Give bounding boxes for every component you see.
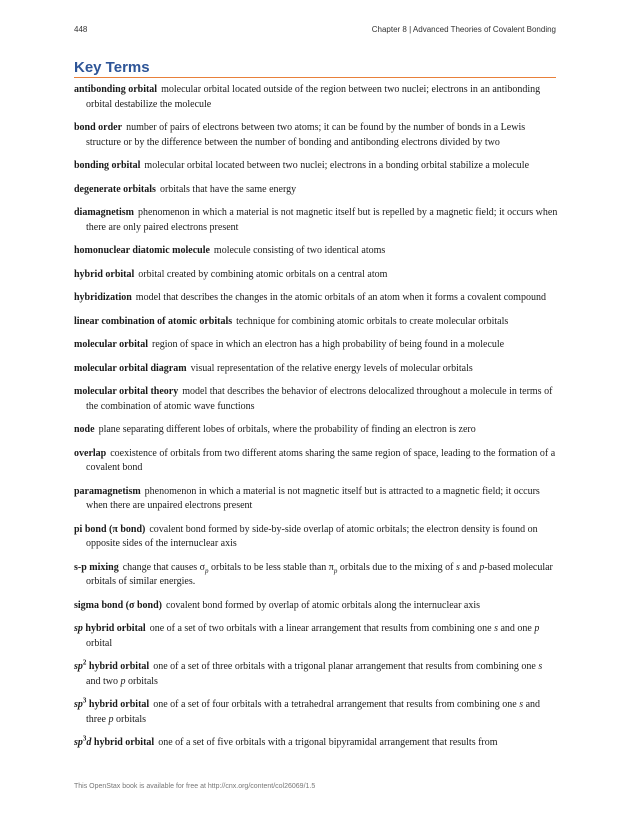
glossary-entry	[74, 385, 558, 414]
term-word	[74, 696, 150, 710]
term-definition: number of pairs of electrons between two atoms; it can be found by the number of bonds in a Lewis structure or by the difference between the number of bonding and antibonding electrons divided by two	[86, 122, 526, 148]
term-definition: coexistence of orbitals from two different atoms sharing the same region of space, leading to the formation of a covalent bond	[86, 447, 556, 473]
term-definition: molecular orbital located outside of the region between two nuclei; electrons in an antibonding orbital destabilize the molecule	[86, 84, 541, 110]
orbital-symbol-d: d	[86, 737, 92, 748]
glossary-entry-s-p-mixing	[74, 561, 558, 590]
def-part: and one	[497, 623, 535, 634]
orbital-symbol: sp	[74, 737, 83, 748]
term-word: paramagnetism	[74, 485, 141, 497]
def-part: orbital	[86, 637, 113, 649]
glossary-entries	[74, 83, 558, 552]
italic-s: s	[538, 661, 543, 672]
def-part: orbitals due to the mixing of	[337, 561, 456, 573]
term-definition	[86, 623, 539, 649]
superscript: 3	[82, 734, 87, 743]
term-word: degenerate orbitals	[74, 183, 156, 195]
term-word: hybrid orbital	[74, 268, 135, 280]
term-definition: phenomenon in which a material is not magnetic itself but is attracted to a magnetic field; it occurs when there are unpaired electrons present	[86, 485, 540, 511]
term-definition: covalent bond formed by overlap of atomic orbitals along the internuclear axis	[165, 599, 481, 611]
term-definition	[86, 699, 540, 725]
superscript: 3	[82, 696, 87, 705]
glossary-entry	[74, 423, 558, 438]
glossary-entry	[74, 159, 558, 174]
glossary-entry	[74, 485, 558, 514]
term-word: s-p mixing	[74, 561, 119, 573]
glossary-entry	[74, 291, 558, 306]
term-definition: phenomenon in which a material is not magnetic itself but is repelled by a magnetic field; it occurs when there are only paired electrons present	[86, 207, 558, 233]
term-definition	[86, 562, 553, 588]
glossary-entry	[74, 362, 558, 377]
orbital-symbol: sp	[74, 661, 83, 672]
term-definition: model that describes the changes in the atomic orbitals of an atom when it forms a covalent compound	[135, 292, 546, 303]
italic-p: p	[534, 623, 540, 634]
glossary-entry-sp-hybrid-orbital	[74, 622, 558, 651]
glossary-entry	[74, 268, 558, 283]
term-definition: covalent bond formed by side-by-side overlap of atomic orbitals; the electron density is found on opposite sides of the internuclear axis	[86, 523, 538, 549]
glossary-entry	[74, 523, 558, 552]
section-title: Key Terms	[74, 59, 556, 78]
term-definition: model that describes the behavior of electrons delocalized throughout a molecule in terms of the combination of atomic wave functions	[86, 386, 553, 412]
term-definition: orbital created by combining atomic orbitals on a central atom	[138, 268, 388, 280]
term-suffix: hybrid orbital	[86, 699, 150, 710]
term-word	[74, 658, 150, 672]
term-word: overlap	[74, 447, 107, 459]
def-part: orbitals to be less stable than π	[208, 561, 334, 573]
page-number: 448	[74, 25, 88, 34]
italic-s: s	[494, 623, 498, 634]
glossary-entry	[74, 121, 558, 150]
term-word: linear combination of atomic orbitals	[74, 315, 233, 327]
term-word: hybridization	[74, 292, 132, 303]
term-definition: molecular orbital located between two nuclei; electrons in a bonding orbital stabilize a molecule	[144, 160, 530, 171]
def-part: -based molecular orbitals of similar energies.	[86, 561, 553, 587]
key-terms-list	[74, 83, 558, 760]
term-word: molecular orbital theory	[74, 386, 179, 397]
glossary-entry-sp3-hybrid-orbital	[74, 698, 558, 727]
def-part: and two	[86, 675, 121, 687]
term-definition: orbitals that have the same energy	[159, 183, 297, 195]
term-word: antibonding orbital	[74, 84, 158, 95]
term-suffix: hybrid orbital	[82, 623, 146, 634]
glossary-entry	[74, 183, 558, 198]
def-part: orbitals	[125, 675, 158, 687]
italic-s: s	[455, 561, 460, 573]
chapter-header: Chapter 8 | Advanced Theories of Covalent Bonding	[371, 25, 556, 34]
term-word: bonding orbital	[74, 160, 141, 171]
term-definition	[86, 661, 542, 687]
orbital-symbol: sp	[74, 623, 83, 634]
def-part: one of a set of four orbitals with a tetrahedral arrangement that results from combining one	[153, 699, 520, 710]
term-definition: one of a set of five orbitals with a trigonal bipyramidal arrangement that results from	[158, 737, 498, 748]
term-definition: technique for combining atomic orbitals to create molecular orbitals	[236, 315, 509, 327]
term-suffix: hybrid orbital	[91, 737, 155, 748]
glossary-entry-sigma-bond	[74, 599, 558, 614]
term-word: sigma bond (σ bond)	[74, 599, 162, 611]
term-definition: molecule consisting of two identical atoms	[213, 245, 386, 256]
glossary-entry	[74, 83, 558, 112]
glossary-entry	[74, 447, 558, 476]
glossary-entry	[74, 206, 558, 235]
term-word: homonuclear diatomic molecule	[74, 245, 210, 256]
term-word: pi bond (π bond)	[74, 523, 146, 535]
glossary-entry	[74, 315, 558, 330]
term-word: diamagnetism	[74, 207, 134, 218]
italic-s: s	[519, 699, 524, 710]
orbital-symbol: sp	[74, 699, 83, 710]
term-word: molecular orbital diagram	[74, 362, 187, 374]
term-definition: visual representation of the relative energy levels of molecular orbitals	[190, 362, 473, 374]
term-word	[74, 623, 146, 634]
def-part: change that causes σ	[122, 561, 206, 573]
glossary-entry	[74, 338, 558, 353]
superscript: 2	[82, 658, 87, 667]
glossary-entry	[74, 244, 558, 259]
glossary-entry-sp2-hybrid-orbital	[74, 660, 558, 689]
term-suffix: hybrid orbital	[86, 661, 150, 672]
subscript: p	[333, 566, 338, 575]
footer-note: This OpenStax book is available for free at http://cnx.org/content/col26069/1.5	[74, 783, 316, 790]
italic-p: p	[120, 675, 126, 687]
def-part: orbitals	[113, 713, 146, 725]
def-part: one of a set of three orbitals with a trigonal planar arrangement that results from combining one	[153, 661, 539, 672]
def-part: and three	[86, 699, 541, 725]
term-definition: plane separating different lobes of orbitals, where the probability of finding an electron is zero	[98, 424, 476, 435]
term-definition: region of space in which an electron has a high probability of being found in a molecule	[151, 339, 505, 350]
italic-p: p	[108, 713, 114, 725]
term-word: node	[74, 424, 95, 435]
term-word: molecular orbital	[74, 339, 148, 350]
glossary-entry-sp3d-hybrid-orbital	[74, 736, 558, 751]
term-word: bond order	[74, 122, 123, 133]
subscript: p	[205, 566, 209, 575]
def-part: one of a set of two orbitals with a linear arrangement that results from combining one	[149, 623, 495, 634]
def-part: and	[459, 561, 480, 573]
term-word	[74, 734, 155, 748]
italic-p: p	[479, 561, 485, 573]
